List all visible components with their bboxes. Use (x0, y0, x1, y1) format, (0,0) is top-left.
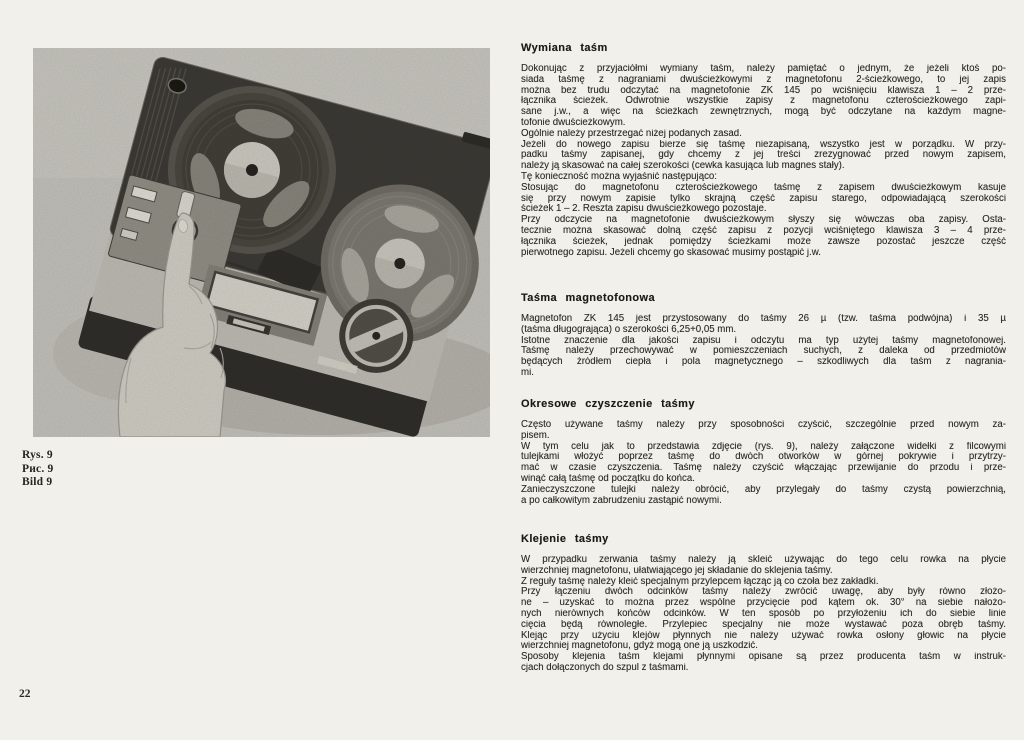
text-line: Klejąc przy użyciu klejów płynnych nie należy używać rowka osłony głowic na płycie (521, 630, 1006, 641)
text-line: mi. (521, 367, 534, 378)
section-heading: Taśma magnetofonowa (521, 292, 656, 304)
section-0 (521, 42, 1006, 258)
text-line: Ogólnie należy przestrzegać niżej podanych zasad. (521, 128, 742, 139)
text-line: Taśmę należy przechowywać w pomieszczeniach suchych, z daleka od przedmiotów (521, 346, 1006, 357)
text-line: Sposoby klejenia taśm klejami płynnymi opisane są przez producenta taśm w instruk- (521, 652, 1006, 663)
text-line: cjach dołączonych do szpul z taśmami. (521, 662, 689, 673)
text-line: Stosując do magnetofonu czterościeżkowego taśmę z zapisem dwuścieżkowym kasuje (521, 182, 1006, 193)
text-line: należy ją skasować na całej szerokości (cewka kasująca lub magnes stały). (521, 161, 845, 172)
text-line: ne – uzyskać to można przez wspólne przycięcie pod kątem ok. 30° na siebie nałożo- (521, 598, 1006, 609)
text-line: Zanieczyszczone tulejki należy obrócić, aby przylegały do taśmy czystą powierzchnią, (521, 484, 1006, 495)
text-line: Istotne znaczenie dla jakości zapisu i odczytu ma typ użytej taśmy magnetofonowej. (521, 335, 1006, 346)
text-line: winąć całą taśmę od początku do końca. (521, 473, 695, 484)
text-line: padku taśmy zapisanej, gdy chcemy z jej treści zrezygnować przed nowym zapisem, (521, 150, 1006, 161)
figure-captions (22, 449, 53, 490)
text-line: Często używane taśmy należy przy sposobności czyścić, szczególnie przed nowym za- (521, 420, 1006, 430)
text-line: Z reguły taśmę należy kleić specjalnym przylepcem łącząc ją co czoła bez zakładki. (521, 576, 879, 587)
text-line: tofonie dwuścieżkowym. (521, 117, 626, 128)
section-heading: Klejenie taśmy (521, 533, 609, 545)
section-2 (521, 398, 1006, 506)
text-line: Magnetofon ZK 145 jest przystosowany do taśmy 26 µ (tzw. taśma podwójna) i 35 µ (521, 314, 1006, 324)
text-line: wierzchniej magnetofonu, ułatwiającego jej składanie do sklejenia taśmy. (521, 565, 833, 576)
text-line: sane j.w., a więc na ścieżkach zewnętrznych, mogą być odczytane na każdym magne- (521, 107, 1006, 118)
text-line: łącznika ścieżek. Odwrotnie wszystkie zapisy z magnetofonu czterościeżkowego zapi- (521, 96, 1006, 107)
text-line: Tę konieczność można wyjaśnić następująco: (521, 171, 718, 182)
text-line: Przy łączeniu dwóch odcinków taśmy należy zwrócić uwagę, aby były równo złożo- (521, 587, 1006, 598)
text-column (521, 0, 1006, 740)
text-line: W tym celu jak to przedstawia zdjęcie (rys. 9), należy załączone widełki z filcowymi (521, 441, 1006, 452)
page-number: 22 (19, 688, 31, 700)
text-line: siada taśmę z nagraniami dwuścieżkowymi z magnetofonu 2-ścieżkowego, to jej zapis (521, 74, 1006, 85)
text-line: mać w czasie czyszczenia. Taśmę należy czyścić włączając przewijanie do przodu i prze- (521, 463, 1006, 474)
text-line: ścieżek 1 – 2. Reszta zapisu dwuścieżkowego pozostaje. (521, 204, 767, 215)
text-line: Dokonując z przyjaciółmi wymiany taśm, należy pamiętać o jednym, że jeżeli ktoś po- (521, 64, 1006, 74)
text-line: się przy nowym zapisie tylko skrajną część zapisu starego, odpowiadającą szerokości (521, 193, 1006, 204)
text-line: a po całkowitym zabrudzeniu zastąpić nowymi. (521, 495, 722, 506)
text-line: pisem. (521, 430, 550, 441)
figure-9-photo (33, 48, 490, 437)
section-1 (521, 292, 1006, 379)
section-heading: Okresowe czyszczenie taśmy (521, 398, 695, 410)
text-line: nych nierównych końców odcinków. W ten sposób po przyłożeniu ich do siebie linie (521, 608, 1006, 619)
caption-german: Bild 9 (22, 476, 53, 488)
section-heading: Wymiana taśm (521, 42, 608, 54)
text-line: można bez trudu odczytać na magnetofonie ZK 145 po wciśnięciu klawisza 1 – 2 prze- (521, 85, 1006, 96)
text-line: wierzchniej magnetofonu, gdyż mogą one ją uszkodzić. (521, 641, 758, 652)
caption-russian: Рис. 9 (22, 462, 54, 475)
text-line: pierwotnego zapisu. Jeżeli chcemy go skasować musimy postąpić j.w. (521, 247, 821, 258)
caption-polish: Rys. 9 (22, 449, 53, 461)
text-line: (taśma długogrająca) o szerokości 6,25+0,05 mm. (521, 324, 737, 335)
text-line: tulejkami włożyć poprzez taśmę do dwóch otworków w górnej pokrywie i przytrzy- (521, 452, 1006, 463)
text-line: Przy odczycie na magnetofonie dwuścieżkowym słyszy się wówczas oba zapisy. Osta- (521, 215, 1006, 226)
text-line: Jeżeli do nowego zapisu bierze się taśmę niezapisaną, wszystko jest w porządku. W przy- (521, 139, 1006, 150)
text-line: łącznika ścieżek, jednak pomiędzy ścieżkami może zawsze pozostać jeszcze część (521, 236, 1006, 247)
section-3 (521, 533, 1006, 674)
text-line: tecznie można skasować dolną część zapisu z pozycji wciśniętego klawisza 3 – 4 prze- (521, 225, 1006, 236)
text-line: W przypadku zerwania taśmy należy ją skleić używając do tego celu rowka na płycie (521, 555, 1006, 565)
text-line: będących źródłem ciepła i pola magnetycznego – szkodliwych dla taśm z nagrania- (521, 357, 1006, 368)
text-line: cięcia będą równoległe. Przylepiec specjalny nie może wystawać poza obręb taśmy. (521, 619, 1006, 630)
tape-recorder-photo (33, 48, 490, 437)
